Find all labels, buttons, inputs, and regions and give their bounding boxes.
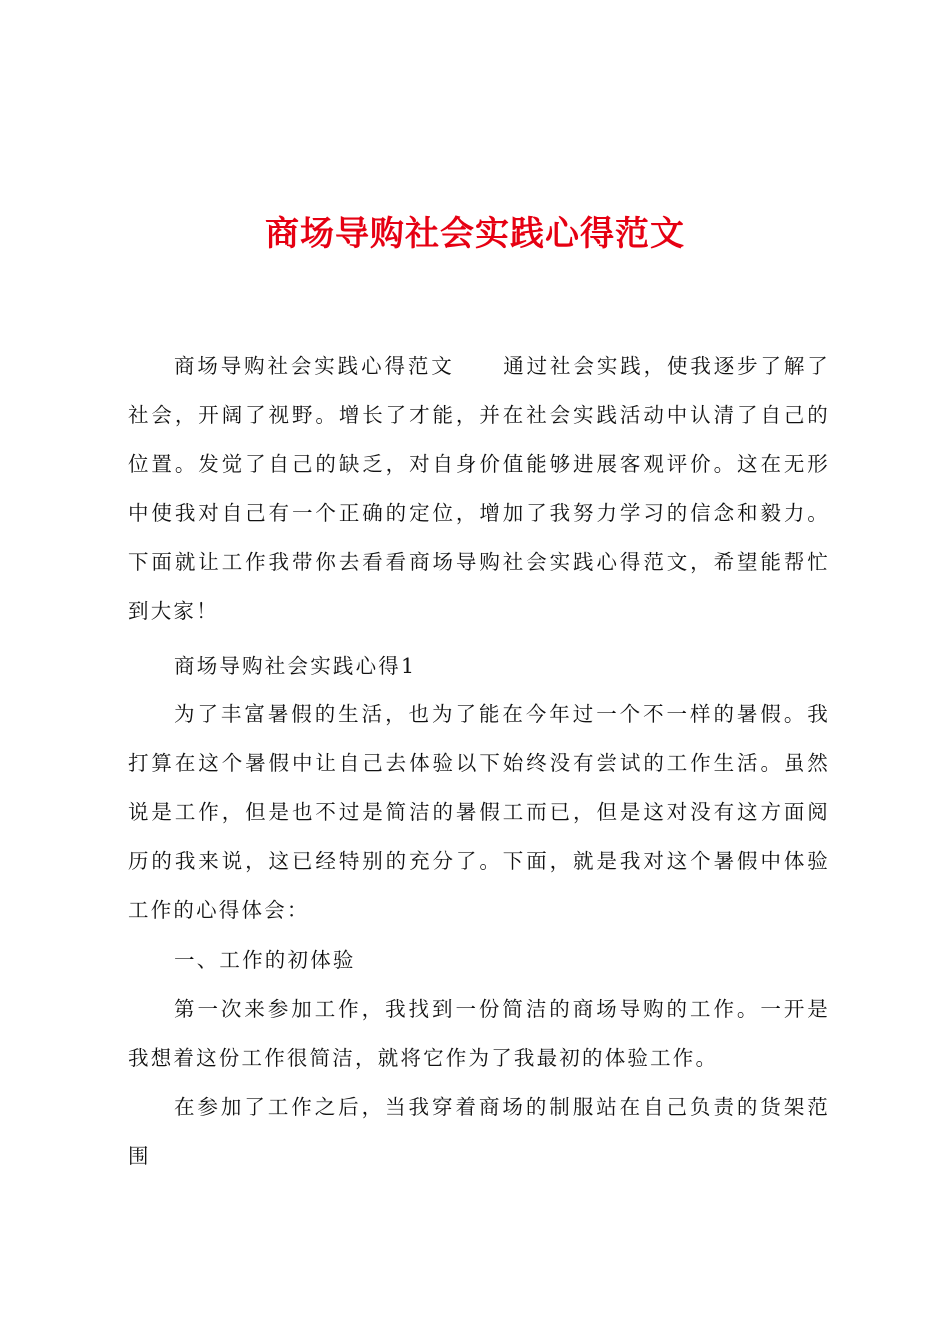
intro-paragraph <box>128 342 830 636</box>
section-heading: 商场导购社会实践心得1 <box>174 654 417 678</box>
body-paragraph: 为了丰富暑假的生活，也为了能在今年过一个不一样的暑假。我打算在这个暑假中让自己去体验以下始终没有尝试的工作生活。虽然说是工作，但是也不过是简洁的暑假工而已，但是这对没有这方面阅历的我来说，这已经特别的充分了。下面，就是我对这个暑假中体验工作的心得体会： <box>128 702 830 922</box>
intro-lead-text: 商场导购社会实践心得范文 <box>174 354 455 378</box>
document-title: 商场导购社会实践心得范文 <box>265 214 685 254</box>
body-paragraph: 在参加了工作之后，当我穿着商场的制服站在自己负责的货架范围 <box>128 1095 830 1168</box>
body-paragraph: 第一次来参加工作，我找到一份简洁的商场导购的工作。一开是我想着这份工作很简洁，就将它作为了我最初的体验工作。 <box>128 997 830 1070</box>
subheading: 一、工作的初体验 <box>174 948 356 972</box>
intro-body-text: 通过社会实践，使我逐步了解了社会，开阔了视野。增长了才能，并在社会实践活动中认清了自己的位置。发觉了自己的缺乏，对自身价值能够进展客观评价。这在无形中使我对自己有一个正确的定位，增加了我努力学习的信念和毅力。下面就让工作我带你去看看商场导购社会实践心得范文，希望能帮忙到大家！ <box>128 354 830 623</box>
